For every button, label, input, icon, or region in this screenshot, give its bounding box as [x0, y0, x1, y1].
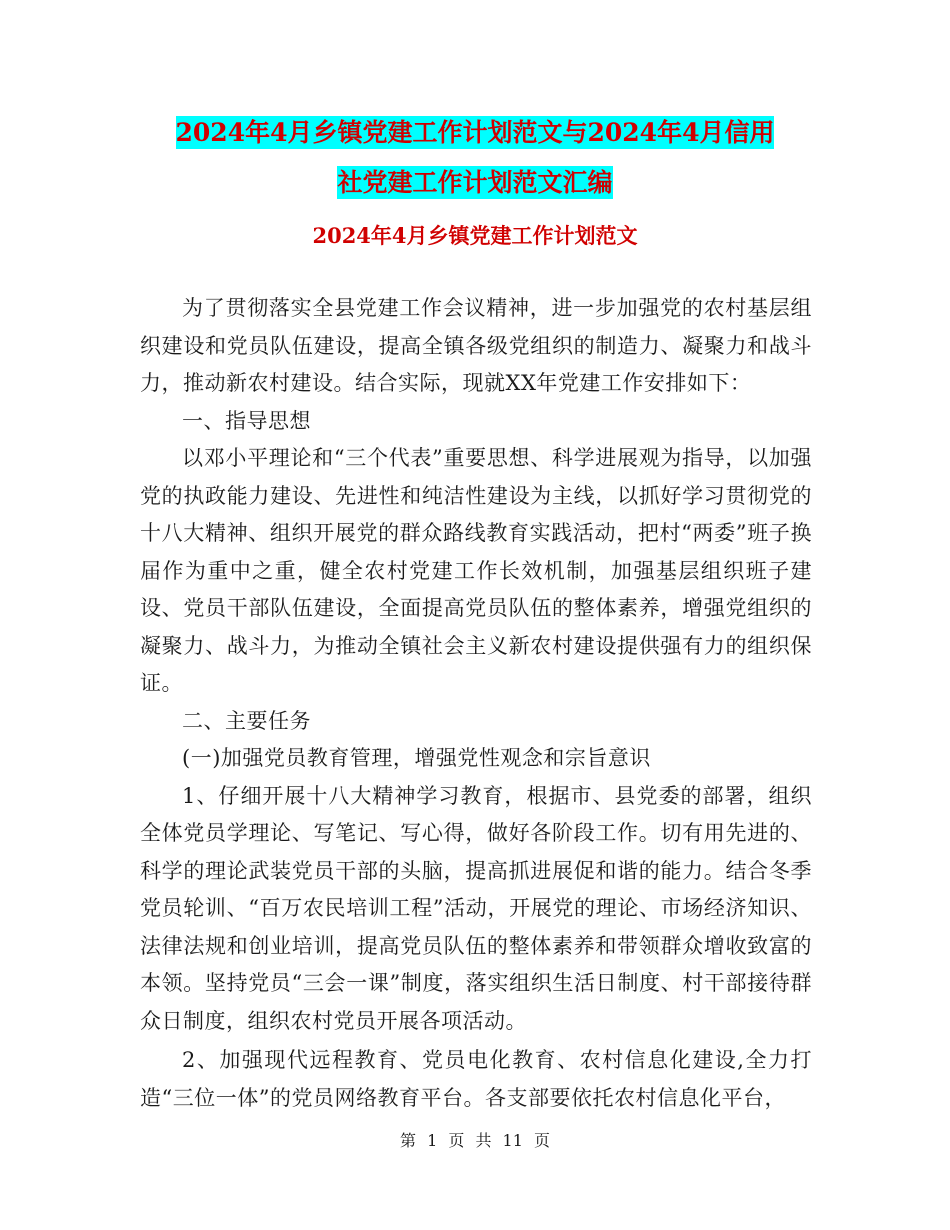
main-title-line-2: 社党建工作计划范文汇编	[337, 168, 613, 197]
paragraph-guiding-ideology: 以邓小平理论和“三个代表”重要思想、科学进展观为指导，以加强党的执政能力建设、先进性和纯洁性建设为主线，以抓好学习贯彻党的十八大精神、组织开展党的群众路线教育实践活动，把村“两委”班子换届作为重中之重，健全农村党建工作长效机制，加强基层组织班子建设、党员干部队伍建设，全面提高党员队伍的整体素养，增强党组织的凝聚力、战斗力，为推动全镇社会主义新农村建设提供强有力的组织保证。	[140, 446, 812, 695]
document-body	[140, 290, 812, 1117]
paragraph-task-1-2: 2、加强现代远程教育、党员电化教育、农村信息化建设,全力打造“三位一体”的党员网络教育平台。各支部要依托农村信息化平台，	[140, 1048, 812, 1110]
heading-main-tasks: 二、主要任务	[182, 708, 311, 733]
paragraph-intro: 为了贯彻落实全县党建工作会议精神，进一步加强党的农村基层组织建设和党员队伍建设，提高全镇各级党组织的制造力、凝聚力和战斗力，推动新农村建设。结合实际，现就XX年党建工作安排如下：	[140, 296, 812, 395]
document-main-title	[120, 108, 830, 208]
heading-guiding-ideology: 一、指导思想	[182, 408, 311, 433]
paragraph-task-1-1: 1、仔细开展十八大精神学习教育，根据市、县党委的部署，组织全体党员学理论、写笔记、写心得，做好各阶段工作。切有用先进的、科学的理论武装党员干部的头脑，提高抓进展促和谐的能力。结合冬季党员轮训、“百万农民培训工程”活动，开展党的理论、市场经济知识、法律法规和创业培训，提高党员队伍的整体素养和带领群众增收致富的本领。坚持党员“三会一课”制度，落实组织生活日制度、村干部接待群众日制度，组织农村党员开展各项活动。	[140, 783, 812, 1033]
section-title: 2024年4月乡镇党建工作计划范文	[312, 223, 638, 248]
page-footer: 第 1 页 共 11 页	[400, 1131, 550, 1150]
subheading-task-1: (一)加强党员教育管理，增强党性观念和宗旨意识	[182, 746, 651, 770]
main-title-line-1: 2024年4月乡镇党建工作计划范文与2024年4月信用	[175, 118, 775, 147]
